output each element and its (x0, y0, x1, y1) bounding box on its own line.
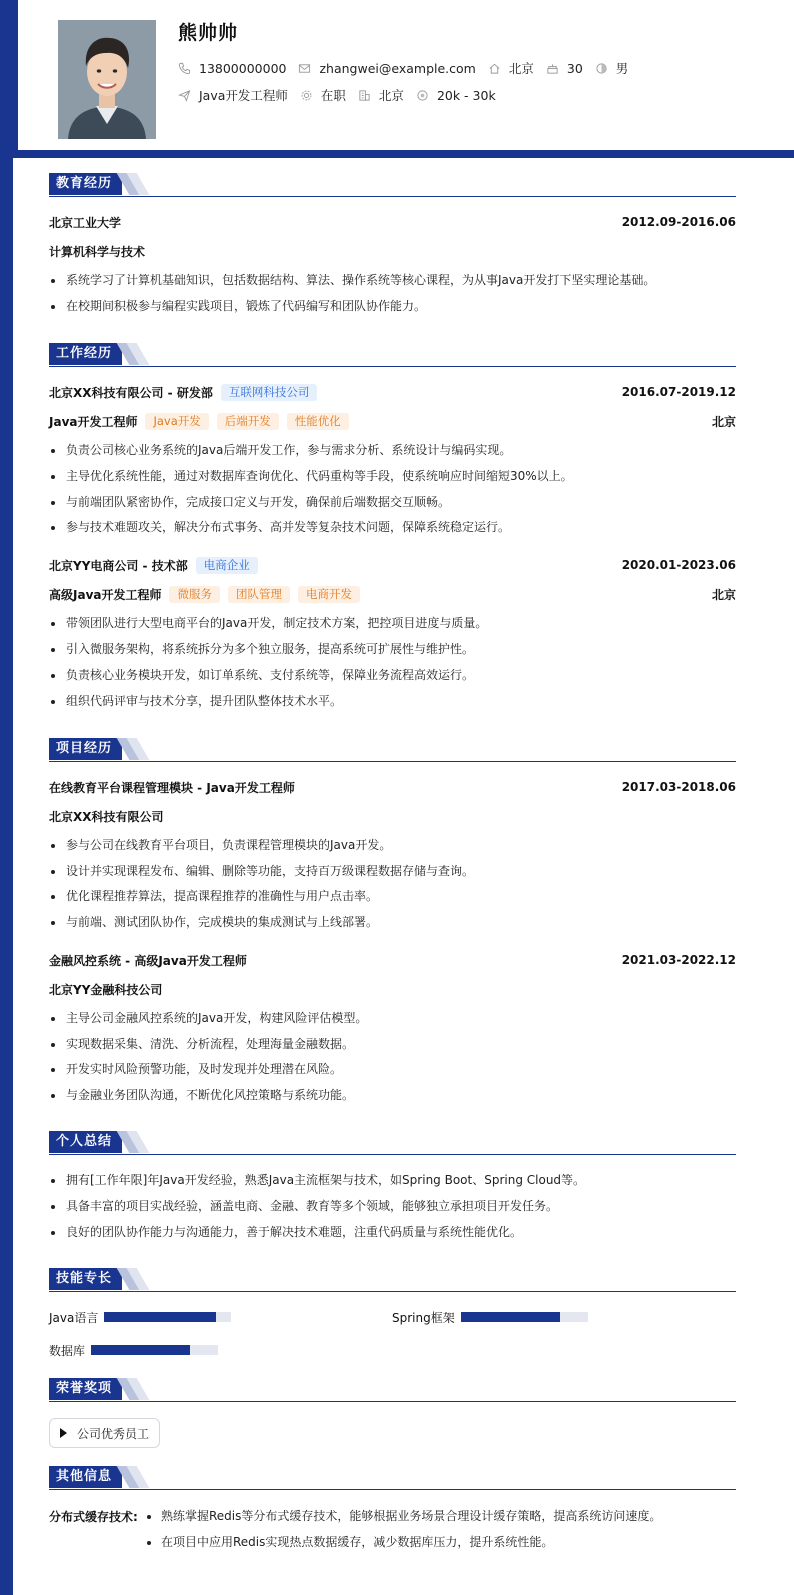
work-title-row (49, 585, 736, 603)
skill-name: Spring框架 (392, 1310, 455, 1325)
project-name: 金融风控系统 - 高级Java开发工程师 (49, 953, 247, 968)
other-label: 分布式缓存技术: (49, 1510, 138, 1524)
skill-bar (91, 1345, 218, 1355)
list-item: 参与公司在线教育平台项目，负责课程管理模块的Java开发。 (49, 836, 739, 854)
list-item: 具备丰富的项目实战经验，涵盖电商、金融、教育等多个领域，能够独立承担项目开发任务。 (49, 1197, 739, 1215)
project-header (49, 778, 736, 796)
work-period: 2016.07-2019.12 (621, 385, 736, 399)
section-work (49, 343, 736, 367)
mail-icon (298, 62, 311, 75)
gear-icon (300, 89, 313, 102)
cake-icon (546, 62, 559, 75)
gender-text: 男 (615, 61, 629, 76)
section-projects (49, 738, 736, 762)
age-text: 30 (566, 60, 583, 76)
job-title: Java开发工程师 (49, 414, 138, 429)
skill-item (49, 1341, 218, 1359)
avatar (58, 20, 156, 139)
section-skills (49, 1268, 736, 1292)
salary-text: 20k - 30k (436, 87, 496, 103)
award-label: 公司优秀员工 (77, 1426, 150, 1441)
project-name: 在线教育平台课程管理模块 - Java开发工程师 (49, 780, 295, 795)
skill-fill (461, 1312, 560, 1322)
send-icon (178, 89, 191, 102)
section-title: 项目经历 (49, 738, 122, 760)
position-item (178, 86, 288, 104)
phone-item (178, 61, 286, 76)
section-title: 技能专长 (49, 1268, 122, 1290)
coin-icon (416, 89, 429, 102)
list-item: 开发实时风险预警功能，及时发现并处理潜在风险。 (49, 1060, 739, 1078)
section-title: 教育经历 (49, 173, 122, 195)
skill-fill (91, 1345, 190, 1355)
skill-item (49, 1308, 231, 1326)
city-item (358, 86, 404, 104)
project-header (49, 951, 736, 969)
skill-bar (461, 1312, 588, 1322)
award-item (49, 1418, 160, 1448)
work-period: 2020.01-2023.06 (621, 558, 736, 572)
skill-name: 数据库 (49, 1343, 86, 1358)
list-item: 优化课程推荐算法，提高课程推荐的准确性与用户点击率。 (49, 887, 739, 905)
play-icon (60, 1428, 67, 1438)
list-item: 主导优化系统性能，通过对数据库查询优化、代码重构等手段，使系统响应时间缩短30%以上。 (49, 467, 739, 485)
list-item: 拥有[工作年限]年Java开发经验，熟悉Java主流框架与技术，如Spring Boot、Spring Cloud等。 (49, 1171, 739, 1189)
project-company-row (49, 980, 736, 998)
list-item: 与前端、测试团队协作，完成模块的集成测试与上线部署。 (49, 913, 739, 931)
education-period: 2012.09-2016.06 (621, 215, 736, 229)
list-item: 负责核心业务模块开发，如订单系统、支付系统等，保障业务流程高效运行。 (49, 666, 739, 684)
education-major-row (49, 242, 736, 260)
skill-item (392, 1308, 588, 1326)
project-company-row (49, 807, 736, 825)
building-icon (358, 89, 371, 102)
skill-tag: 团队管理 (228, 586, 290, 603)
skill-bar (104, 1312, 231, 1322)
section-awards (49, 1378, 736, 1402)
list-item: 引入微服务架构，将系统拆分为多个独立服务，提高系统可扩展性与维护性。 (49, 640, 739, 658)
skill-tag: Java开发 (145, 413, 208, 430)
email-item (298, 61, 475, 76)
project-company: 北京XX科技有限公司 (49, 809, 164, 824)
skill-name: Java语言 (49, 1310, 99, 1325)
list-item: 在项目中应用Redis实现热点数据缓存，减少数据库压力，提升系统性能。 (145, 1533, 745, 1551)
major: 计算机科学与技术 (49, 244, 146, 259)
gender-icon (595, 62, 608, 75)
skill-fill (104, 1312, 216, 1322)
section-summary (49, 1131, 736, 1155)
section-title: 工作经历 (49, 343, 122, 365)
work-city: 北京 (711, 587, 736, 602)
industry-tag: 互联网科技公司 (221, 384, 318, 401)
skill-tag: 性能优化 (287, 413, 349, 430)
email-text: zhangwei@example.com (319, 60, 476, 76)
age-item (546, 61, 583, 76)
list-item: 实现数据采集、清洗、分析流程，处理海量金融数据。 (49, 1035, 739, 1053)
industry-tag: 电商企业 (196, 557, 258, 574)
list-item: 组织代码评审与技术分享，提升团队整体技术水平。 (49, 692, 739, 710)
work-title-row (49, 412, 736, 430)
list-item: 与前端团队紧密协作，完成接口定义与开发，确保前后端数据交互顺畅。 (49, 493, 739, 511)
project-period: 2017.03-2018.06 (621, 780, 736, 794)
list-item: 主导公司金融风控系统的Java开发，构建风险评估模型。 (49, 1009, 739, 1027)
phone-icon (178, 62, 191, 75)
home-icon (488, 62, 501, 75)
list-item: 参与技术难题攻关，解决分布式事务、高并发等复杂技术问题，保障系统稳定运行。 (49, 518, 739, 536)
gender-item (595, 59, 629, 77)
list-item: 设计并实现课程发布、编辑、删除等功能，支持百万级课程数据存储与查询。 (49, 862, 739, 880)
city-text: 北京 (378, 88, 404, 103)
list-item: 带领团队进行大型电商平台的Java开发，制定技术方案，把控项目进度与质量。 (49, 614, 739, 632)
section-title: 荣誉奖项 (49, 1378, 122, 1400)
section-title: 其他信息 (49, 1466, 122, 1488)
job-intent-row (178, 86, 508, 104)
salary-item (416, 88, 496, 103)
location-item (488, 59, 534, 77)
phone-text: 13800000000 (199, 60, 287, 76)
project-company: 北京YY金融科技公司 (49, 982, 163, 997)
company-name: 北京XX科技有限公司 - 研发部 (49, 385, 213, 400)
list-item: 负责公司核心业务系统的Java后端开发工作，参与需求分析、系统设计与编码实现。 (49, 441, 739, 459)
list-item: 在校期间积极参与编程实践项目，锻炼了代码编写和团队协作能力。 (49, 297, 739, 315)
list-item: 熟练掌握Redis等分布式缓存技术，能够根据业务场景合理设计缓存策略，提高系统访问速度。 (145, 1507, 745, 1525)
status-item (300, 86, 346, 104)
work-header (49, 383, 736, 401)
company-name: 北京YY电商公司 - 技术部 (49, 558, 188, 573)
list-item: 良好的团队协作能力与沟通能力，善于解决技术难题，注重代码质量与系统性能优化。 (49, 1223, 739, 1241)
project-period: 2021.03-2022.12 (621, 953, 736, 967)
skill-tag: 电商开发 (298, 586, 360, 603)
section-other (49, 1466, 736, 1490)
contact-row (178, 59, 640, 77)
location-text: 北京 (508, 61, 534, 76)
section-education (49, 173, 736, 197)
position-text: Java开发工程师 (199, 88, 288, 103)
candidate-name: 熊帅帅 (178, 22, 239, 44)
list-item: 系统学习了计算机基础知识，包括数据结构、算法、操作系统等核心课程，为从事Java开发打下坚实理论基础。 (49, 271, 739, 289)
list-item: 与金融业务团队沟通，不断优化风控策略与系统功能。 (49, 1086, 739, 1104)
work-city: 北京 (711, 414, 736, 429)
work-header (49, 556, 736, 574)
job-title: 高级Java开发工程师 (49, 587, 162, 602)
education-header (49, 213, 736, 231)
section-title: 个人总结 (49, 1131, 122, 1153)
school-name: 北京工业大学 (49, 215, 122, 230)
skill-tag: 微服务 (169, 586, 220, 603)
skill-tag: 后端开发 (217, 413, 279, 430)
status-text: 在职 (320, 88, 346, 103)
